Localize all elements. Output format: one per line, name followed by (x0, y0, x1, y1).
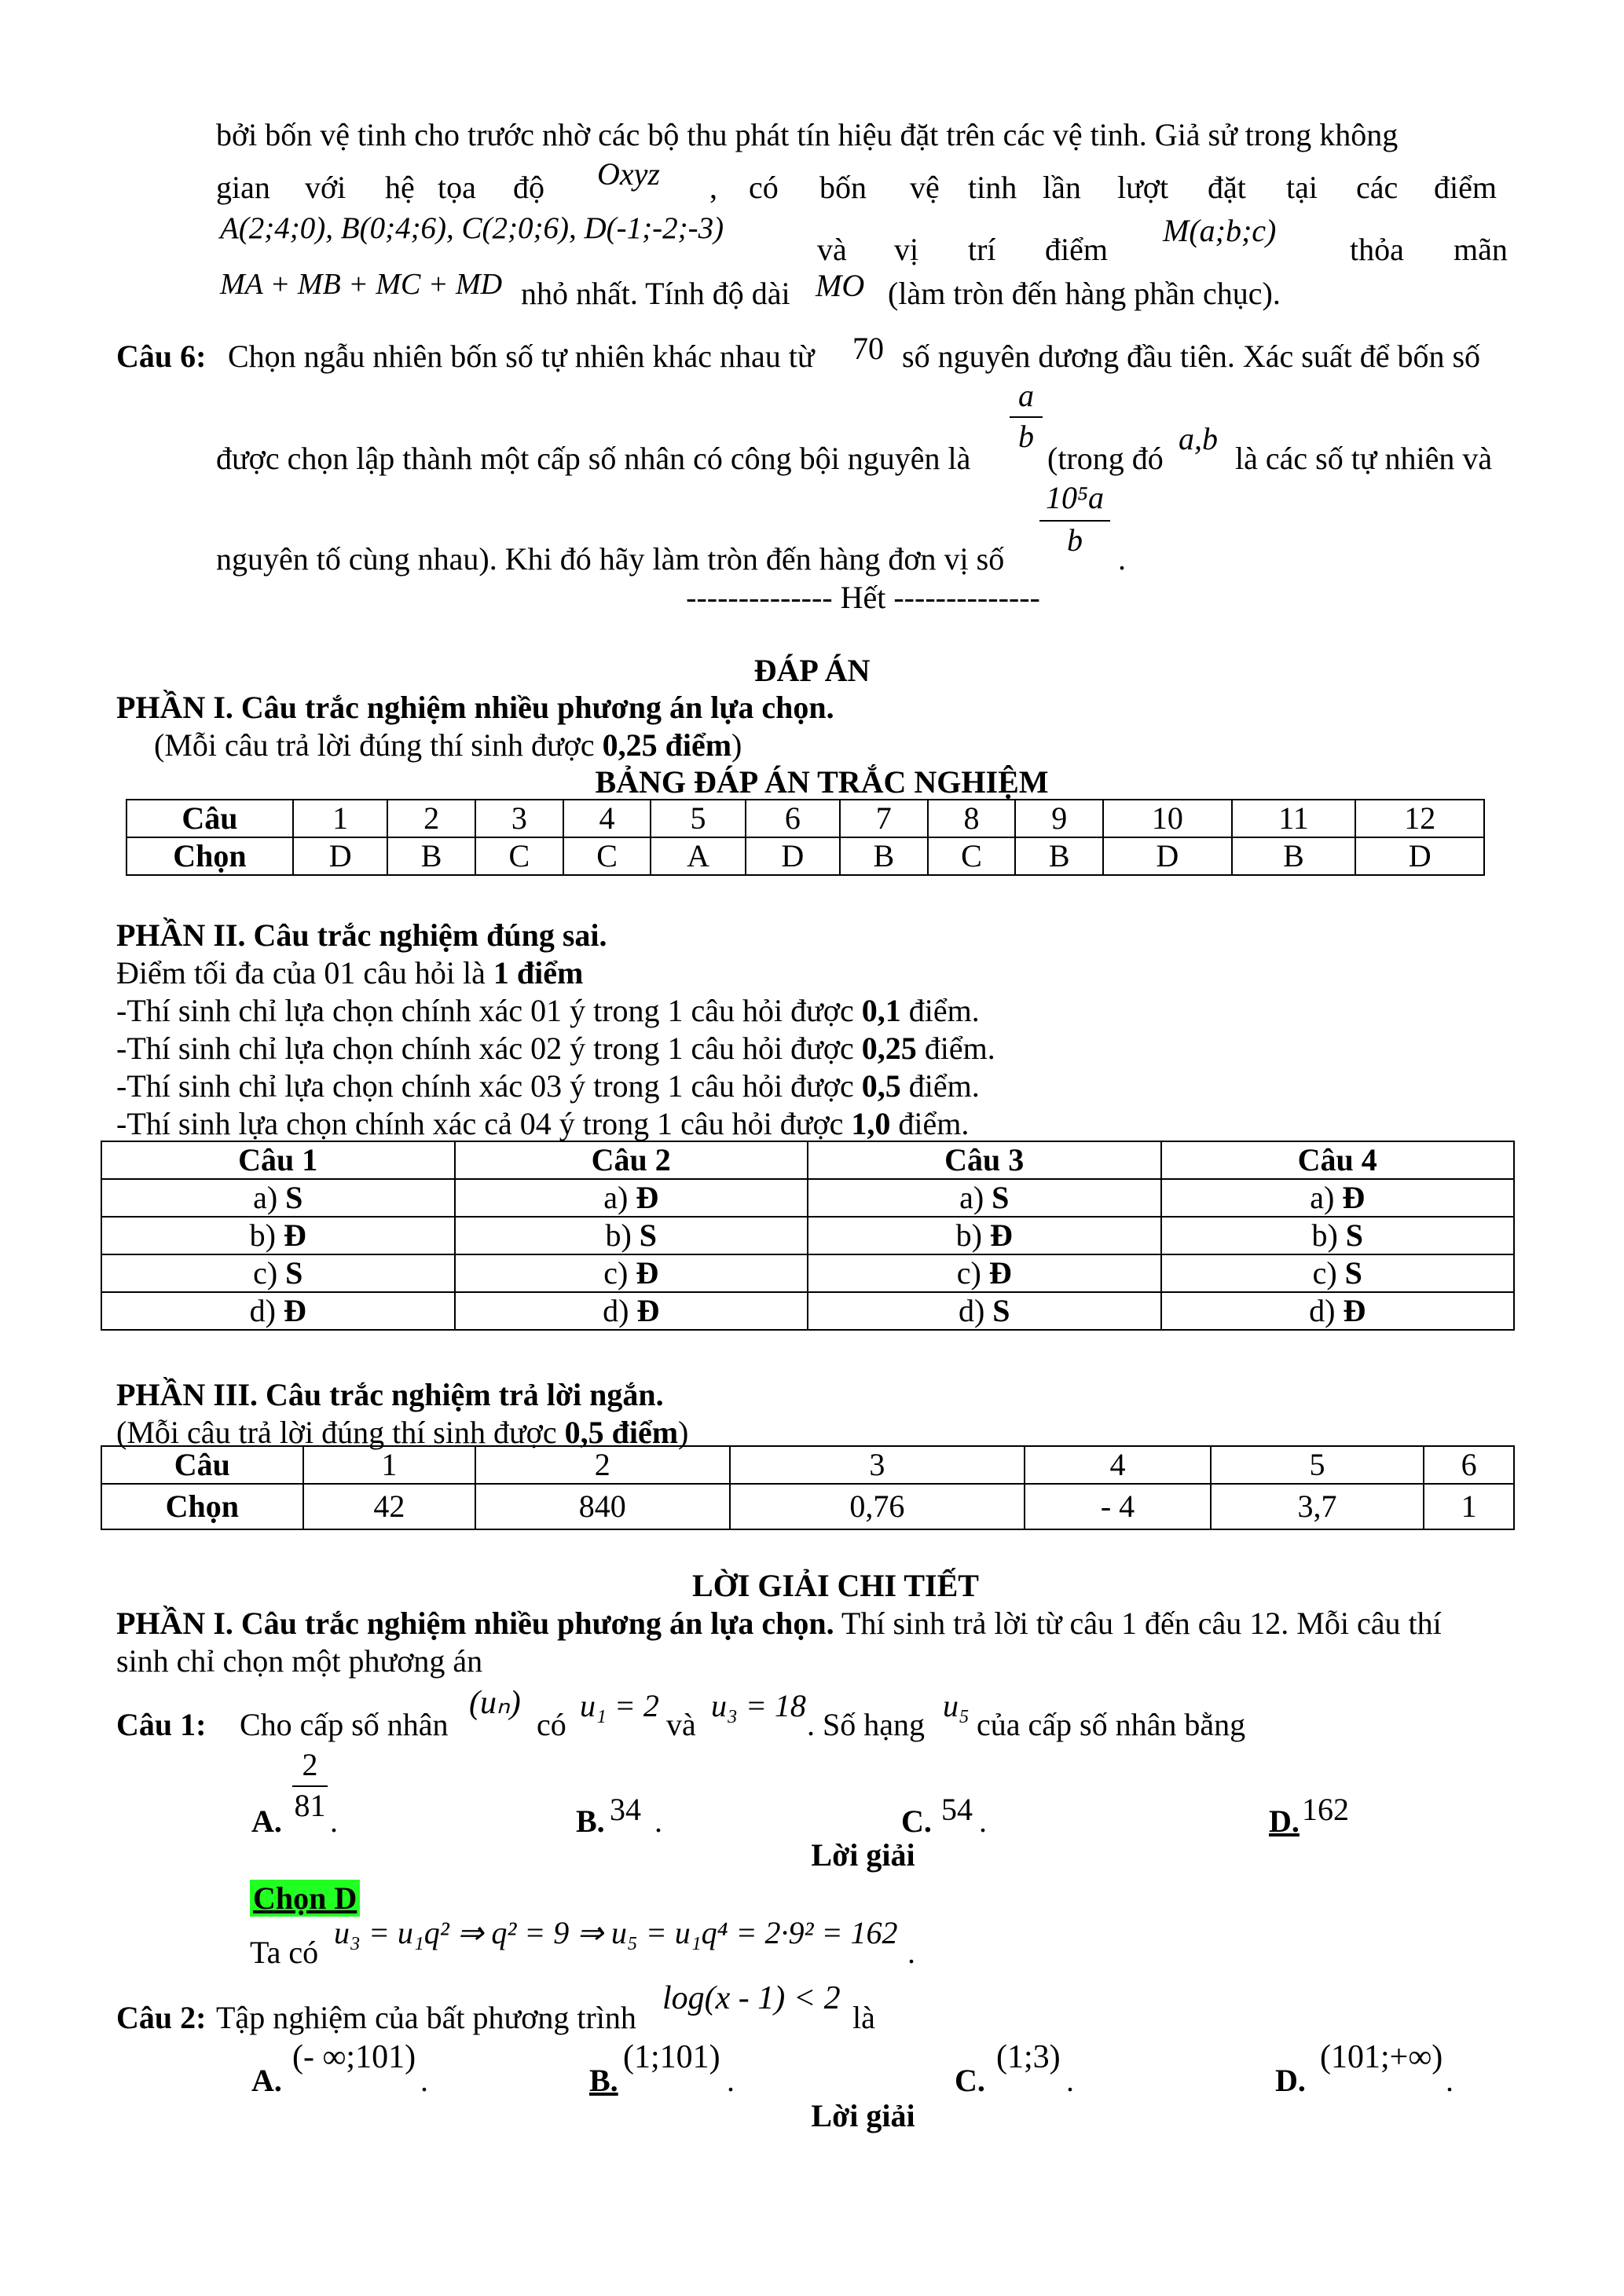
end-marker: -------------- Hết -------------- (686, 580, 1040, 615)
option-a-label: A. (251, 2063, 282, 2098)
answer-table-part2 (101, 1141, 1515, 1331)
solution-part1-title: PHẦN I. Câu trắc nghiệm nhiều phương án lựa chọn. Thí sinh trả lời từ câu 1 đến câu 12. Mỗi câu thí (116, 1606, 1442, 1641)
answer-title: ĐÁP ÁN (753, 653, 871, 688)
fraction-a-b: $\frac{a}{b}$ (1010, 377, 1043, 457)
part2-rule-2: -Thí sinh chỉ lựa chọn chính xác 02 ý trong 1 câu hỏi được 0,25 điểm. (116, 1031, 995, 1066)
solution-part1-line2: sinh chỉ chọn một phương án (116, 1643, 483, 1679)
table-row: Câu 1 2 3 4 5 6 7 8 9 10 11 12 (126, 800, 1484, 837)
table-row: Chọn D B C C A D B C B D B D (126, 837, 1484, 875)
part2-max: Điểm tối đa của 01 câu hỏi là 1 điểm (116, 955, 584, 991)
option-a-label: A. (251, 1803, 282, 1839)
oxyz: Oxyz (597, 156, 660, 192)
option-b-label: B. (589, 2063, 618, 2098)
solution-heading: Lời giải (811, 1837, 915, 1873)
solution-title: LỜI GIẢI CHI TIẾT (692, 1568, 979, 1603)
option-c-label: C. (955, 2063, 985, 2098)
option-b-label: B. (576, 1803, 605, 1839)
option-d-label: D. (1269, 1803, 1300, 1839)
table-row: a) S a) Đ a) S a) Đ (101, 1179, 1514, 1217)
solution-equation: u₃ = u₁q² ⇒ q² = 9 ⇒ u₅ = u₁q⁴ = 2·9² = 162 (334, 1915, 898, 1950)
part1-note: (Mỗi câu trả lời đúng thí sinh được 0,25 điểm) (154, 727, 742, 763)
table-row: d) Đ d) Đ d) S d) Đ (101, 1292, 1514, 1330)
solution-heading: Lời giải (811, 2098, 915, 2133)
q6-label: Câu 6: (116, 339, 207, 374)
table-row: Câu 1 2 3 4 5 6 (101, 1446, 1514, 1484)
part2-rule-3: -Thí sinh chỉ lựa chọn chính xác 03 ý trong 1 câu hỏi được 0,5 điểm. (116, 1068, 980, 1104)
table-row: Câu 1 Câu 2 Câu 3 Câu 4 (101, 1141, 1514, 1179)
table-row: c) S c) Đ c) Đ c) S (101, 1254, 1514, 1292)
points-formula: A(2;4;0), B(0;4;6), C(2;0;6), D(-1;-2;-3) (220, 211, 724, 245)
part3-note: (Mỗi câu trả lời đúng thí sinh được 0,5 điểm) (116, 1415, 689, 1450)
fraction-105a-b: $\frac{\text{10⁵a}}{b}$ (1039, 479, 1110, 561)
part2-title: PHẦN II. Câu trắc nghiệm đúng sai. (116, 917, 607, 953)
part3-title: PHẦN III. Câu trắc nghiệm trả lời ngắn. (116, 1377, 664, 1412)
chosen-answer-badge: Chọn D (250, 1880, 360, 1917)
option-c-label: C. (901, 1803, 932, 1839)
part1-title: PHẦN I. Câu trắc nghiệm nhiều phương án lựa chọn. (116, 690, 834, 725)
q5-line1: bởi bốn vệ tinh cho trước nhờ các bộ thu phát tín hiệu đặt trên các vệ tinh. Giả sử trong không (216, 117, 1399, 152)
option-d-label: D. (1275, 2063, 1306, 2098)
option-a-fraction: $\frac{2}{81}$ (292, 1746, 328, 1826)
table1-title: BẢNG ĐÁP ÁN TRẮC NGHIỆM (595, 764, 1049, 800)
inequality: log(x - 1) < 2 (662, 1980, 841, 2016)
answer-table-part1 (126, 799, 1485, 876)
m-point: M(a;b;c) (1163, 213, 1277, 248)
mo: MO (816, 268, 865, 303)
sum-formula: MA + MB + MC + MD (220, 268, 503, 301)
part2-rule-4: -Thí sinh lựa chọn chính xác cả 04 ý trong 1 câu hỏi được 1,0 điểm. (116, 1106, 970, 1141)
table-row: b) Đ b) S b) Đ b) S (101, 1217, 1514, 1254)
part2-rule-1: -Thí sinh chỉ lựa chọn chính xác 01 ý trong 1 câu hỏi được 0,1 điểm. (116, 993, 980, 1028)
table-row: Chọn 42 840 0,76 - 4 3,7 1 (101, 1484, 1514, 1529)
answer-table-part3 (101, 1445, 1515, 1530)
